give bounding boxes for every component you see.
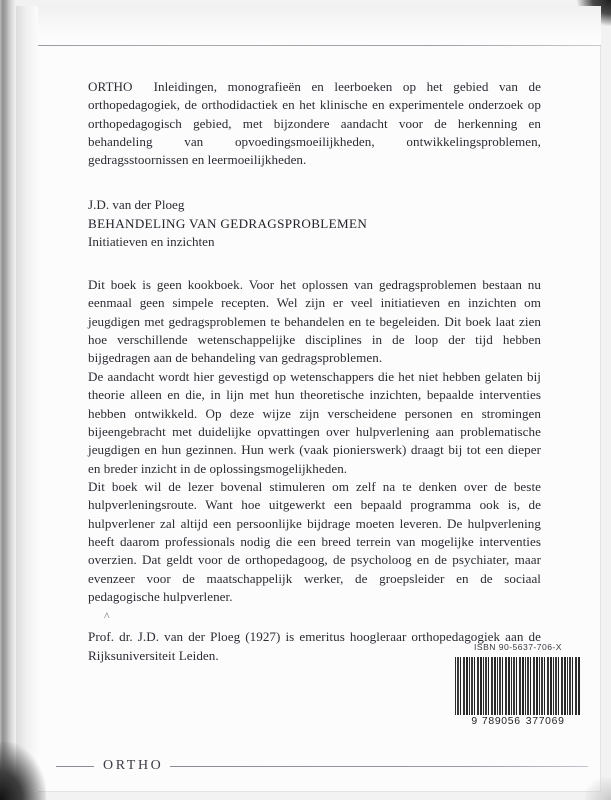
cover-text-content — [88, 78, 541, 665]
logo-rule-right — [170, 766, 588, 767]
caret-mark: ^ — [104, 609, 110, 623]
logo-rule-left — [56, 766, 94, 767]
blurb-paragraph-3: Dit boek wil de lezer bovenal stimuleren om zelf na te denken over de beste hulpverleningsroute. Want hoe uitgewerkt een bepaald programma ook is, de hulpverlener zal altijd een persoonlijke bijdrage moeten leveren. De hulpverlening heeft daarom professionals nodig die een breed terrein van mogelijke interventies overzien. Dat geldt voor de orthopedagoog, de psycholoog en de psychiater, maar evenzeer voor de maatschappelijk werker, de groepsleider en de sociaal pedagogische hulpverlener. — [88, 478, 541, 604]
book-title: BEHANDELING VAN GEDRAGSPROBLEMEN — [88, 215, 368, 231]
scan-bottom-right-shadow — [585, 778, 611, 800]
series-imprint-label: ORTHO — [88, 79, 133, 94]
blurb-paragraph-1: Dit boek is geen kookboek. Voor het oplossen van gedragsproblemen bestaan nu eenmaal geen simpele recepten. Wel zijn er veel initiatieven en inzichten om jeugdigen met gedragsproblemen te behandelen en te begeleiden. Dit boek laat zien hoe verschillende wetenschappelijke disciplines in de loop der tijd hebben bijgedragen aan de behandeling van gedragsproblemen. — [88, 277, 541, 366]
cover-left-fold — [16, 6, 38, 792]
book-title-block — [88, 196, 541, 252]
barcode-bars — [455, 657, 581, 715]
top-divider-rule — [38, 45, 601, 46]
barcode-digit-group-1: 789056 — [481, 716, 521, 727]
series-description-text: Inleidingen, monografieën en leerboeken op het gebied van de orthopedagogiek, de orthodidactiek en het klinische en experimentele onderzoek op orthopedagogisch gebied, met bijzondere aandacht voor de herkenning en behandeling van opvoedingsmoeilijkheden, ontwikkelingsproblemen, gedragsstoornissen en leermoeilijkheden. — [88, 79, 541, 168]
scan-bottom-left-shadow — [0, 742, 46, 800]
series-description — [88, 78, 541, 170]
barcode-digit-lead: 9 — [471, 716, 478, 727]
book-subtitle: Initiatieven en inzichten — [88, 234, 215, 250]
barcode-digit-group-2: 377069 — [525, 716, 565, 727]
barcode-block — [450, 642, 586, 727]
author-bio: Prof. dr. J.D. van der Ploeg (1927) is emeritus hoogleraar orthopedagogiek aan de Rijksuniversiteit Leiden. — [88, 629, 541, 663]
scan-left-edge-shadow — [0, 0, 16, 800]
publisher-logo — [56, 758, 588, 774]
barcode-digits — [450, 716, 586, 727]
isbn-label: ISBN 90-5637-706-X — [474, 642, 562, 652]
book-author: J.D. van der Ploeg — [88, 196, 185, 212]
back-cover-page — [16, 6, 601, 792]
cover-top-band — [16, 6, 601, 46]
publisher-logo-text: ORTHO — [103, 758, 164, 773]
blurb-paragraph-2: De aandacht wordt hier gevestigd op wetenschappers die het niet hebben gelaten bij theorie alleen en die, in lijn met hun theoretische inzichten, bepaalde interventies hebben ontwikkeld. Op deze wijze zijn verscheidene personen en stromingen bijeengebracht met duidelijke opvattingen over hulpverlening aan problematische jeugdigen en hun gezinnen. Hun werk (vaak pionierswerk) draagt bij tot een dieper en breder inzicht in de oplossingsmogelijkheden. — [88, 368, 541, 476]
